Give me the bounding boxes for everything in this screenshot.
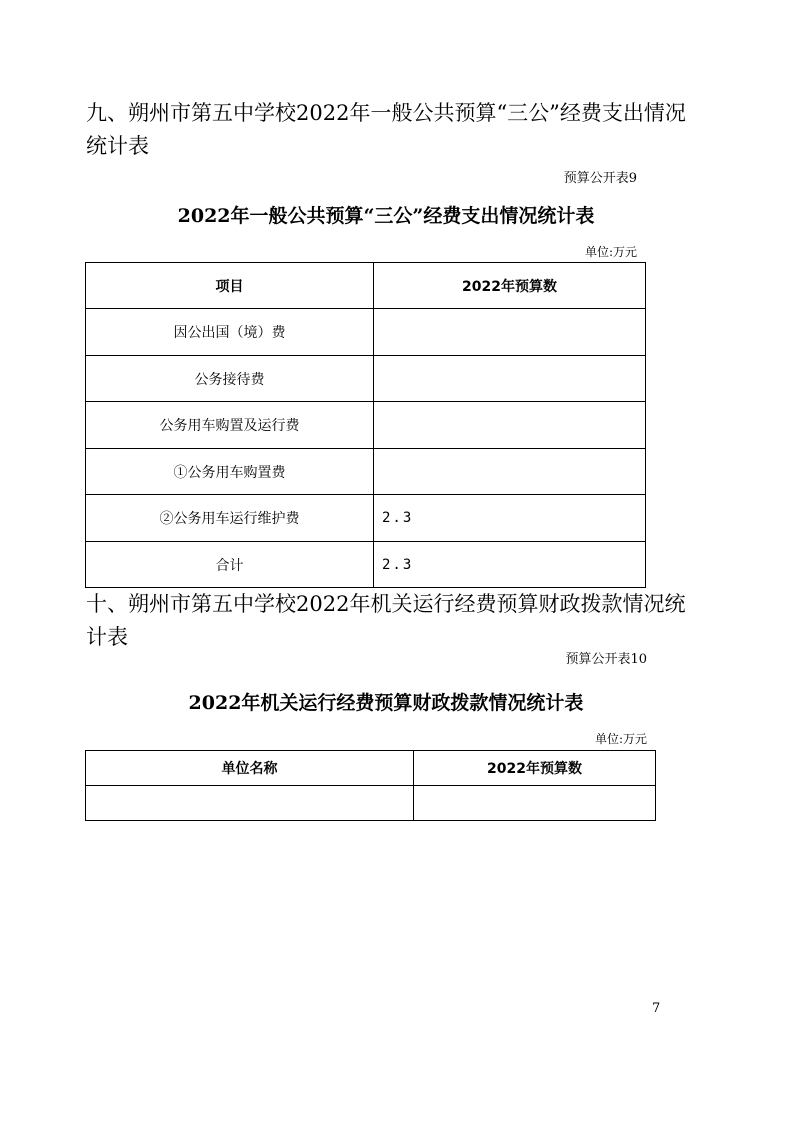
- column-header-budget: 2022年预算数: [414, 751, 656, 786]
- row-unit-name: [86, 786, 414, 821]
- row-value: [374, 309, 646, 356]
- table-header-row: [86, 751, 656, 786]
- row-item: 合计: [86, 542, 374, 588]
- row-item: 因公出国（境）费: [86, 309, 374, 356]
- row-value: 2.3: [374, 495, 646, 542]
- section-9-form-number: 预算公开表9: [563, 171, 637, 186]
- section-9-table-title: 2022年一般公共预算“三公”经费支出情况统计表: [177, 205, 595, 227]
- section-10-form-number: 预算公开表10: [565, 652, 647, 667]
- table-row: [86, 786, 656, 821]
- page-number: 7: [652, 1001, 661, 1016]
- table-row: [86, 356, 646, 402]
- row-value: 2.3: [374, 542, 646, 588]
- section-10-unit: 单位:万元: [594, 732, 647, 746]
- column-header-unit-name: 单位名称: [86, 751, 414, 786]
- row-value: [374, 356, 646, 402]
- table-row: [86, 402, 646, 449]
- table-row: [86, 495, 646, 542]
- row-item: 公务接待费: [86, 356, 374, 402]
- row-value: [374, 449, 646, 495]
- table-row: [86, 449, 646, 495]
- column-header-item: 项目: [86, 263, 374, 309]
- row-item: ①公务用车购置费: [86, 449, 374, 495]
- operating-expense-table: [85, 750, 656, 821]
- section-9-heading: 九、朔州市第五中学校2022年一般公共预算“三公”经费支出情况统计表: [86, 101, 686, 158]
- row-value: [374, 402, 646, 449]
- row-item: 公务用车购置及运行费: [86, 402, 374, 449]
- section-9-unit: 单位:万元: [584, 245, 637, 259]
- column-header-budget: 2022年预算数: [374, 263, 646, 309]
- table-row-total: [86, 542, 646, 588]
- table-row: [86, 309, 646, 356]
- row-item: ②公务用车运行维护费: [86, 495, 374, 542]
- three-public-expense-table: [85, 262, 646, 588]
- row-value: [414, 786, 656, 821]
- section-10-table-title: 2022年机关运行经费预算财政拨款情况统计表: [188, 692, 584, 714]
- table-header-row: [86, 263, 646, 309]
- section-10-heading: 十、朔州市第五中学校2022年机关运行经费预算财政拨款情况统计表: [86, 592, 686, 649]
